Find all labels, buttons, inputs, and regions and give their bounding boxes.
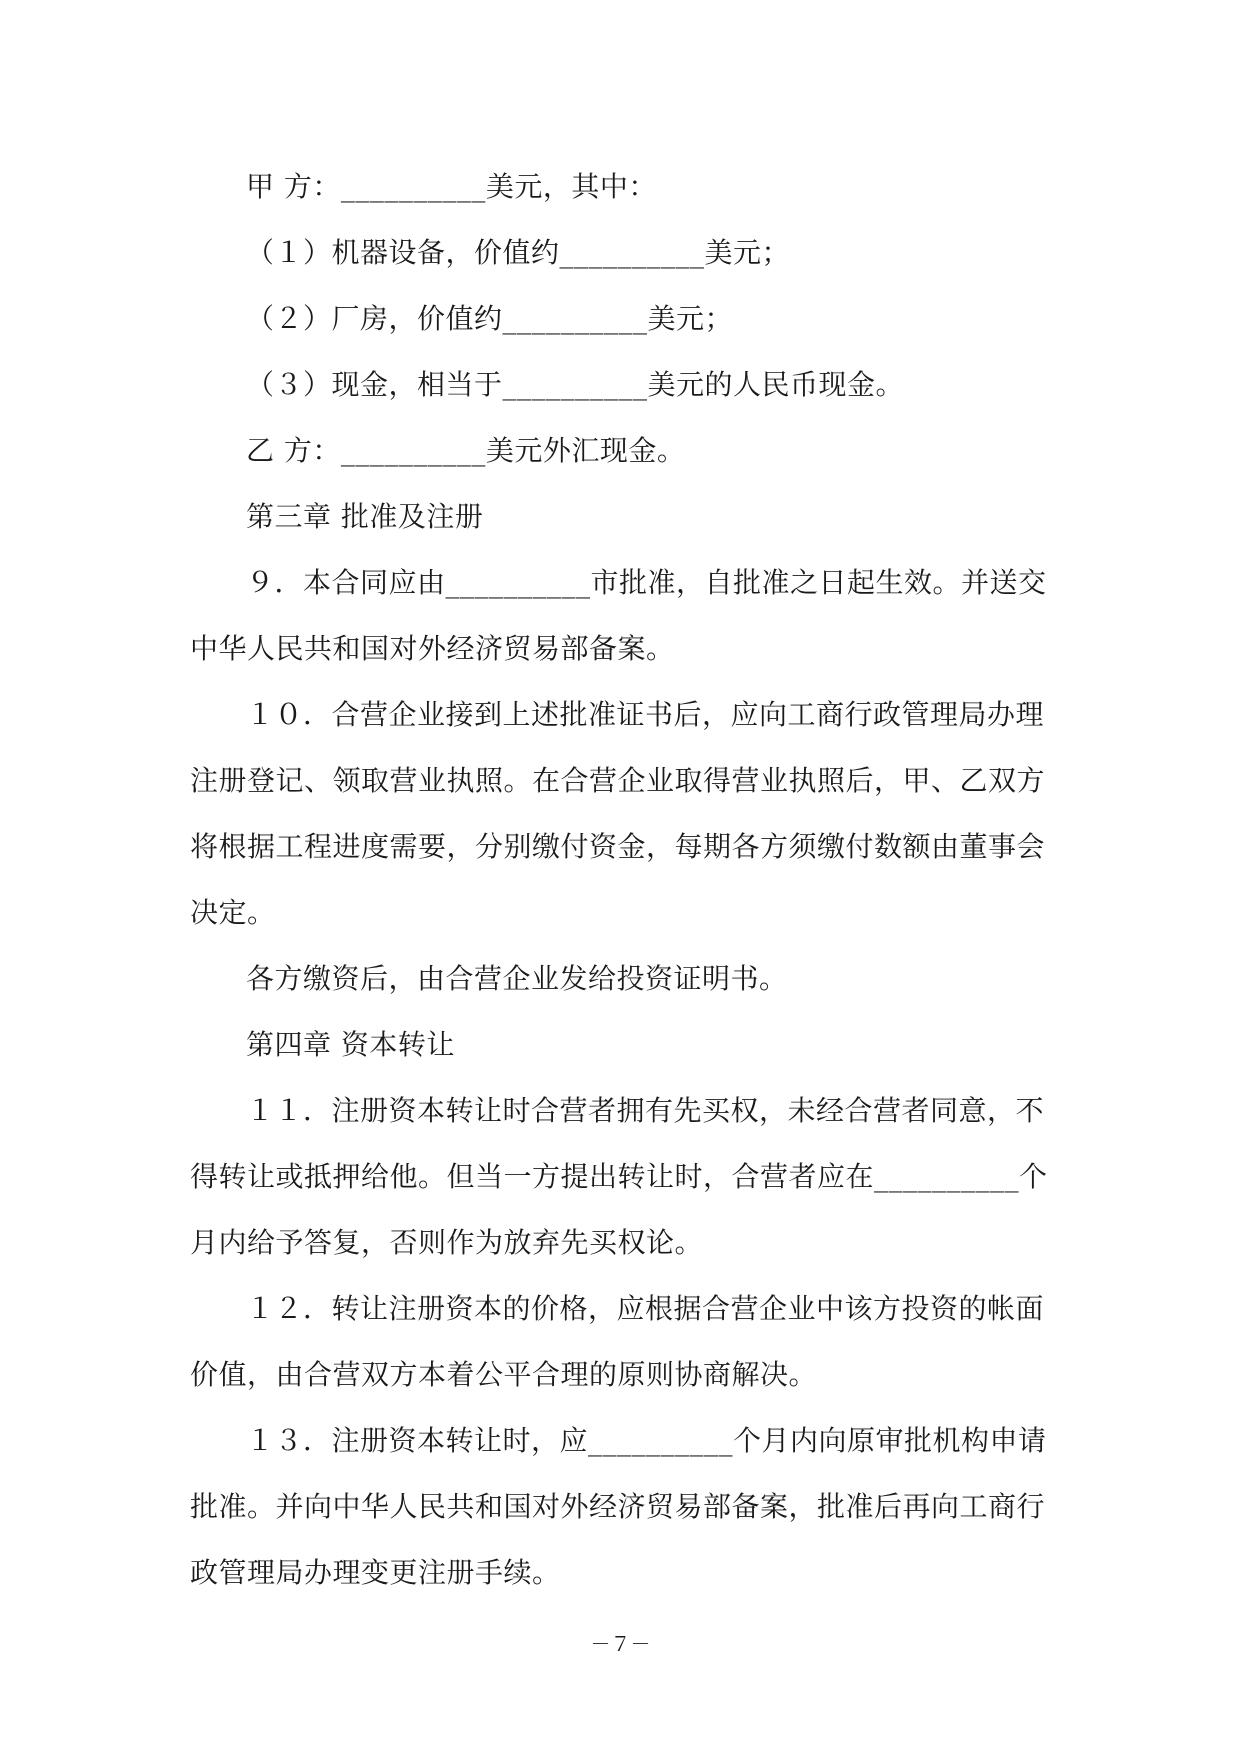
clause-11-line-3: 月内给予答复，否则作为放弃先买权论。	[190, 1226, 704, 1259]
clause-12-line-2: 价值，由合营双方本着公平合理的原则协商解决。	[190, 1358, 818, 1391]
investment-certificate-line: 各方缴资后，由合营企业发给投资证明书。	[246, 962, 788, 995]
clause-11-line-2: 得转让或抵押给他。但当一方提出转让时，合营者应在__________个	[190, 1160, 1048, 1193]
machinery-value-line: （１）机器设备，价值约__________美元；	[246, 236, 791, 269]
clause-10-line-1: １０．合营企业接到上述批准证书后，应向工商行政管理局办理	[246, 698, 1045, 731]
party-b-capital-line: 乙 方：__________美元外汇现金。	[246, 434, 686, 467]
page-number: －７－	[590, 1632, 651, 1656]
party-a-capital-line: 甲 方：__________美元，其中：	[246, 170, 657, 203]
factory-value-line: （２）厂房，价值约__________美元；	[246, 302, 734, 335]
cash-value-line: （３）现金，相当于__________美元的人民币现金。	[246, 368, 905, 401]
document-body	[190, 154, 1060, 1606]
chapter-four-heading: 第四章 资本转让	[246, 1028, 455, 1061]
clause-12-line-1: １２．转让注册资本的价格，应根据合营企业中该方投资的帐面	[246, 1292, 1045, 1325]
clause-10-line-2: 注册登记、领取营业执照。在合营企业取得营业执照后，甲、乙双方	[190, 764, 1046, 797]
clause-13-line-2: 批准。并向中华人民共和国对外经济贸易部备案，批准后再向工商行	[190, 1490, 1046, 1523]
clause-11-line-1: １１．注册资本转让时合营者拥有先买权，未经合营者同意，不	[246, 1094, 1045, 1127]
clause-13-line-3: 政管理局办理变更注册手续。	[190, 1556, 561, 1589]
chapter-three-heading: 第三章 批准及注册	[246, 500, 484, 533]
clause-9-line-1: ９．本合同应由__________市批准，自批准之日起生效。并送交	[246, 566, 1047, 599]
clause-13-line-1: １３．注册资本转让时，应__________个月内向原审批机构申请	[246, 1424, 1047, 1457]
clause-10-line-3: 将根据工程进度需要，分别缴付资金，每期各方须缴付数额由董事会	[190, 830, 1046, 863]
clause-10-line-4: 决定。	[190, 896, 276, 929]
clause-9-line-2: 中华人民共和国对外经济贸易部备案。	[190, 632, 675, 665]
